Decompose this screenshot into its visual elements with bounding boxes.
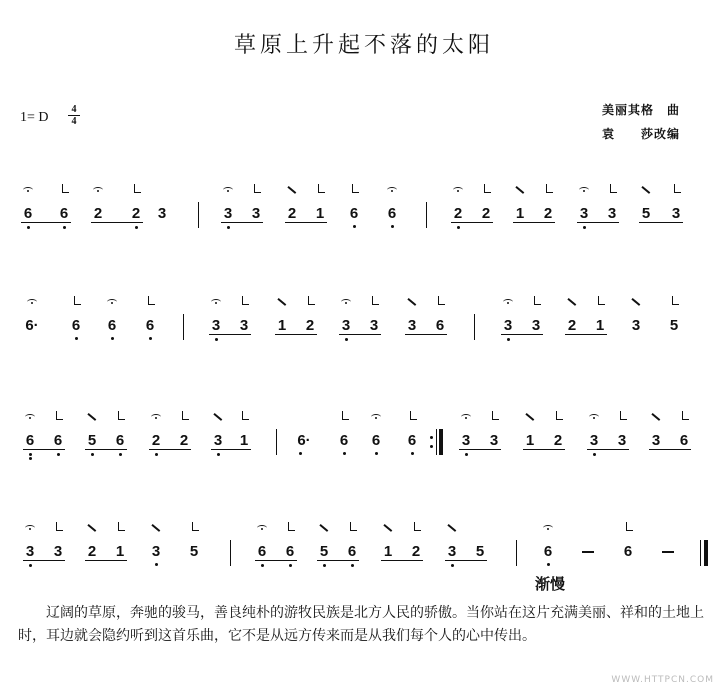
key-signature: 1= D [20,110,49,125]
note: 5 [319,543,329,560]
note: 6 [59,205,69,222]
mark-l [410,411,417,420]
note: 1 [115,543,125,560]
note: 3 [447,543,457,560]
note: 2 [567,317,577,334]
note: 1 [315,205,325,222]
eighth-beam [459,449,501,450]
octave-dot [391,225,394,228]
barline [426,202,427,228]
note: 6 [623,543,633,560]
note: 2 [93,205,103,222]
mark-arc [503,299,513,305]
octave-dot [149,337,152,340]
eighth-beam [85,449,127,450]
octave-dot [451,564,454,567]
octave-dot [261,564,264,567]
mark-arc [257,525,267,531]
mark-arc [589,414,599,420]
mark-arc [371,414,381,420]
octave-dot [583,226,586,229]
mark-l [350,522,357,531]
eighth-beam [451,222,493,223]
mark-l [288,522,295,531]
mark-arc [107,299,117,305]
mark-backslash [448,524,457,532]
note: 3 [211,317,221,334]
note: 3 [631,317,641,334]
note: 3 [25,543,35,560]
eighth-beam [577,222,619,223]
mark-l [56,522,63,531]
mark-backslash [526,413,535,421]
mark-l [682,411,689,420]
mark-l [546,184,553,193]
note: 1 [277,317,287,334]
note: 6 [435,317,445,334]
mark-l [484,184,491,193]
eighth-beam [23,449,65,450]
note: 3 [213,432,223,449]
note: 5 [87,432,97,449]
octave-dot [119,453,122,456]
octave-dot [217,453,220,456]
note: 3 [617,432,627,449]
mark-arc [223,187,233,193]
note: 1 [515,205,525,222]
octave-dot [27,226,30,229]
note: 5 [475,543,485,560]
note: 2 [287,205,297,222]
octave-dot [91,453,94,456]
octave-dot [29,457,32,460]
note: 6 [23,205,33,222]
note: 3 [239,317,249,334]
mark-l [598,296,605,305]
note: 6 [53,432,63,449]
note: 3 [341,317,351,334]
note: 6· [297,432,311,449]
mark-arc [151,414,161,420]
mark-arc [341,299,351,305]
mark-arc [579,187,589,193]
mark-l [242,296,249,305]
mark-l [534,296,541,305]
note: 5 [669,317,679,334]
mark-l [672,296,679,305]
barline [198,202,199,228]
page-title: 草原上升起不落的太阳 [233,33,494,58]
note: 3 [489,432,499,449]
barline [516,540,517,566]
note: 3 [579,205,589,222]
eighth-beam [23,560,65,561]
mark-l [610,184,617,193]
barline [276,429,277,455]
arranger-credit: 袁 莎改编 [602,127,681,141]
mark-backslash [652,413,661,421]
mark-l [342,411,349,420]
octave-dot [155,563,158,566]
octave-dot [353,225,356,228]
eighth-beam [255,560,297,561]
eighth-beam [149,449,191,450]
mark-backslash [384,524,393,532]
note: 2 [131,205,141,222]
composer-credit: 美丽其格 曲 [602,103,681,117]
octave-dot [227,226,230,229]
note: 3 [461,432,471,449]
mark-backslash [88,413,97,421]
note: 6 [71,317,81,334]
eighth-beam [513,222,555,223]
note: 3 [369,317,379,334]
note: 2 [543,205,553,222]
octave-dot [351,564,354,567]
note: 2 [553,432,563,449]
mark-l [492,411,499,420]
note: 3 [223,205,233,222]
eighth-beam [85,560,127,561]
octave-dot [411,452,414,455]
mark-arc [387,187,397,193]
mark-l [626,522,633,531]
description-text: 辽阔的草原，奔驰的骏马，善良纯朴的游牧民族是北方人民的骄傲。当你站在这片充满美丽、祥和的土地上时，耳边就会隐约听到这首乐曲，它不是从远方传来而是从我们每个人的心中传出。 [18,605,704,644]
octave-dot [135,226,138,229]
eighth-beam [501,334,543,335]
octave-dot [507,338,510,341]
mark-backslash [320,524,329,532]
mark-arc [23,187,33,193]
mark-l [56,411,63,420]
sustain-dash [660,544,676,560]
mark-l [372,296,379,305]
eighth-beam [639,222,683,223]
note: 3 [607,205,617,222]
octave-dot [345,338,348,341]
note: 3 [531,317,541,334]
mark-l [438,296,445,305]
mark-l [192,522,199,531]
mark-backslash [288,186,297,194]
octave-dot [299,452,302,455]
mark-l [318,184,325,193]
eighth-beam [339,334,381,335]
note: 6 [339,432,349,449]
mark-backslash [214,413,223,421]
octave-dot [593,453,596,456]
octave-dot [323,564,326,567]
octave-dot [57,453,60,456]
note: 1 [239,432,249,449]
eighth-beam [405,334,447,335]
octave-dot [375,452,378,455]
eighth-beam [649,449,691,450]
note: 6 [371,432,381,449]
time-denominator: 4 [71,116,77,127]
eighth-beam [587,449,629,450]
note: 2 [151,432,161,449]
watermark: WWW.HTTPCN.COM [611,675,714,685]
note: 3 [157,205,167,222]
note: 2 [411,543,421,560]
mark-backslash [88,524,97,532]
eighth-beam [209,334,251,335]
mark-l [62,184,69,193]
mark-l [148,296,155,305]
note: 3 [651,432,661,449]
note: 5 [641,205,651,222]
note: 3 [151,543,161,560]
note: 2 [87,543,97,560]
note: 6 [257,543,267,560]
note: 6 [407,432,417,449]
eighth-beam [221,222,263,223]
mark-backslash [632,298,641,306]
mark-arc [211,299,221,305]
note: 5 [189,543,199,560]
eighth-beam [523,449,565,450]
octave-dot [29,453,32,456]
mark-backslash [278,298,287,306]
barline [183,314,184,340]
note: 6 [115,432,125,449]
note: 2 [179,432,189,449]
barline [474,314,475,340]
mark-backslash [568,298,577,306]
mark-arc [461,414,471,420]
octave-dot [343,452,346,455]
octave-dot [457,226,460,229]
note: 6 [285,543,295,560]
note: 6 [25,432,35,449]
mark-l [674,184,681,193]
octave-dot [63,226,66,229]
mark-l [620,411,627,420]
mark-backslash [152,524,161,532]
barline [230,540,231,566]
note: 1 [383,543,393,560]
mark-l [134,184,141,193]
note: 1 [595,317,605,334]
mark-arc [93,187,103,193]
mark-arc [543,525,553,531]
eighth-beam [275,334,317,335]
note: 6 [349,205,359,222]
mark-l [414,522,421,531]
octave-dot [547,563,550,566]
mark-arc [25,525,35,531]
time-numerator: 4 [71,104,77,115]
mark-l [74,296,81,305]
mark-arc [27,299,37,305]
mark-l [182,411,189,420]
mark-l [254,184,261,193]
mark-backslash [408,298,417,306]
note: 6· [25,317,39,334]
eighth-beam [211,449,251,450]
tempo-marking: 渐慢 [535,575,566,593]
mark-l [352,184,359,193]
mark-arc [453,187,463,193]
note: 2 [453,205,463,222]
repeat-dot [430,436,433,439]
eighth-beam [21,222,71,223]
eighth-beam [317,560,359,561]
mark-l [556,411,563,420]
note: 6 [387,205,397,222]
note: 2 [481,205,491,222]
note: 6 [107,317,117,334]
note: 3 [503,317,513,334]
eighth-beam [565,334,607,335]
note: 3 [407,317,417,334]
octave-dot [215,338,218,341]
sustain-dash [580,544,596,560]
octave-dot [465,453,468,456]
octave-dot [29,564,32,567]
repeat-dot [430,445,433,448]
note: 6 [145,317,155,334]
note: 3 [671,205,681,222]
final-barline-thick [704,540,708,566]
note: 3 [589,432,599,449]
mark-l [308,296,315,305]
eighth-beam [445,560,487,561]
mark-l [118,411,125,420]
eighth-beam [285,222,327,223]
repeat-barline-thick [439,429,443,455]
mark-backslash [516,186,525,194]
mark-l [118,522,125,531]
note: 3 [53,543,63,560]
octave-dot [111,337,114,340]
mark-arc [25,414,35,420]
octave-dot [289,564,292,567]
note: 2 [305,317,315,334]
eighth-beam [381,560,423,561]
repeat-barline [436,429,437,455]
note: 6 [543,543,553,560]
mark-backslash [642,186,651,194]
octave-dot [75,337,78,340]
note: 3 [251,205,261,222]
note: 1 [525,432,535,449]
eighth-beam [91,222,143,223]
final-barline [700,540,701,566]
note: 6 [347,543,357,560]
octave-dot [155,453,158,456]
note: 6 [679,432,689,449]
mark-l [242,411,249,420]
